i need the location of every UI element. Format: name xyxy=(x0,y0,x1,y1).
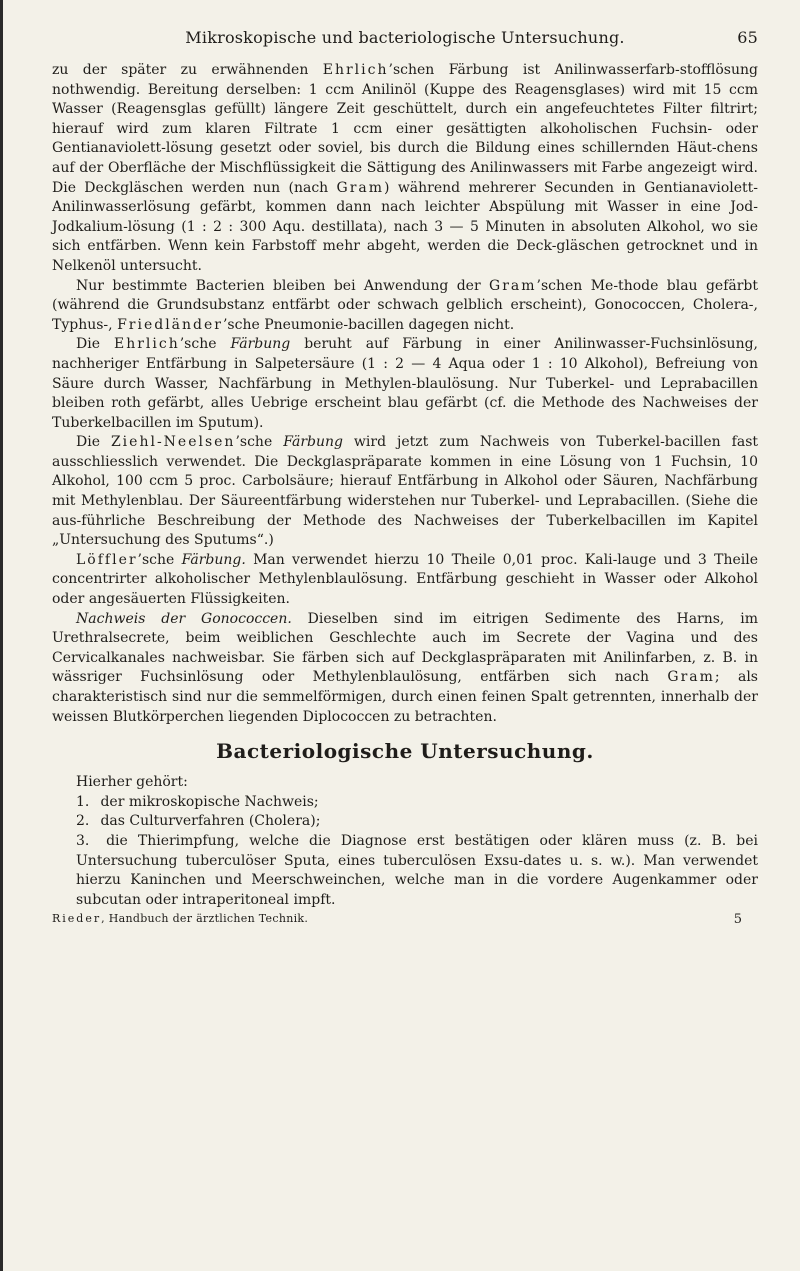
text-segment: beruht auf Färbung in einer Anilinwasser-Fuchsinlösung, nachheriger Entfärbung in Salpetersäure (1 : 2 — 4 Aqua oder 1 : 10 Alkohol), Befreiung von Säure durch Wasser, Nachfärbung in Methylen-blaulösung. Nur Tuberkel- und Leprabacillen bleiben roth gefärbt, alles Uebrige erscheint blau gefärbt (cf. die Methode des Nachweises der Tuberkelbacillen im Sputum). xyxy=(52,336,758,431)
running-title: Mikroskopische und bacteriologische Untersuchung. xyxy=(185,28,625,47)
text-segment: Dieselben sind im eitrigen Sedimente des Harns, im Urethralsecrete, beim weiblichen Geschlechte auch im Secrete der Vagina und des Cervicalkanales nachweisbar. Sie färben sich auf Deckglaspräparaten mit Anilinfarben, z. B. in wässriger Fuchsinlösung oder Methylenblaulösung, entfärben sich nach xyxy=(52,610,758,686)
paragraph-p2 xyxy=(52,277,758,336)
list-item xyxy=(52,793,758,813)
footer-author: Rieder xyxy=(52,912,102,926)
text-segment: Gram xyxy=(336,179,385,196)
text-segment: ’sche xyxy=(179,336,231,353)
page-footer xyxy=(52,912,758,927)
text-segment: Man verwendet hierzu 10 Theile 0,01 proc. Kali-lauge und 3 Theile concentrirter alkoholischer Methylenblaulösung. Entfärbung geschieht in Wasser oder Alkohol oder angesäuerten Flüssigkeiten. xyxy=(52,551,758,608)
text-segment: Färbung xyxy=(283,434,343,451)
text-segment: ’sche xyxy=(235,434,284,451)
signature-mark: 5 xyxy=(733,912,743,928)
page-number: 65 xyxy=(737,28,758,47)
text-segment: Löffler xyxy=(76,551,138,568)
footer-citation xyxy=(52,912,308,927)
text-segment: Ziehl-Neelsen xyxy=(110,434,236,451)
text-segment: zu der später zu erwähnenden xyxy=(52,62,323,78)
list-item-number: 2. xyxy=(76,813,90,830)
text-segment: Die xyxy=(76,336,114,353)
body-text xyxy=(52,61,758,727)
list-item-text: die Thierimpfung, welche die Diagnose erst bestätigen oder klären muss (z. B. bei Untersuchung tuberculöser Sputa, eines tuberculösen Exsu-dates u. s. w.). Man verwendet hierzu Kaninchen und Meerschweinchen, welche man in die vordere Augenkammer oder subcutan oder intraperitoneal impft. xyxy=(76,832,758,908)
text-segment: Nachweis der Gonococcen. xyxy=(76,610,292,627)
text-segment: ’schen Me-thode blau gefärbt (während die Grundsubstanz entfärbt oder schwach gelblich erscheint), Gonococcen, Cholera-, Typhus-, xyxy=(52,277,759,333)
running-head xyxy=(52,28,758,47)
text-segment: ; als charakteristisch sind nur die semmelförmigen, durch einen feinen Spalt getrennten, innerhalb der weissen Blutkörperchen liegenden Diplococcen zu betrachten. xyxy=(52,669,758,725)
section-list xyxy=(52,773,758,910)
list-item-number: 3. xyxy=(76,832,90,849)
paragraph-p3 xyxy=(52,335,758,433)
text-segment: Ehrlich xyxy=(322,62,389,78)
list-item-text: der mikroskopische Nachweis; xyxy=(100,793,319,810)
text-segment: ’sche xyxy=(137,551,182,568)
paragraph-p5 xyxy=(52,551,758,610)
paragraph-p4 xyxy=(52,433,758,551)
list-items xyxy=(52,793,758,911)
list-item xyxy=(52,832,758,910)
list-item xyxy=(52,812,758,832)
text-segment: Friedländer xyxy=(117,316,223,333)
text-segment: wird jetzt zum Nachweis von Tuberkel-bacillen fast ausschliesslich verwendet. Die Deckglaspräparate kommen in eine Lösung von 1 Fuchsin, 10 Alkohol, 100 ccm 5 proc. Carbolsäure; hierauf Entfärbung in Alkohol oder Säuren, Nachfärbung mit Methylenblau. Der Säureentfärbung widerstehen nur Tuberkel- und Leprabacillen. (Siehe die aus-führliche Beschreibung der Methode des Nachweises der Tuberkelbacillen im Kapitel „Untersuchung des Sputums“.) xyxy=(52,434,758,549)
book-page xyxy=(52,28,758,927)
text-segment: Färbung. xyxy=(181,551,246,568)
paragraph-p6 xyxy=(52,610,758,728)
text-segment: Gram xyxy=(489,277,537,294)
list-intro: Hierher gehört: xyxy=(76,774,188,791)
text-segment: ’sche Pneumonie-bacillen dagegen nicht. xyxy=(222,316,515,333)
footer-book: , Handbuch der ärztlichen Technik. xyxy=(101,912,309,926)
paragraph-p1 xyxy=(52,61,758,277)
text-segment: Ehrlich xyxy=(113,336,180,353)
text-segment: ) während mehrerer Secunden in Gentianaviolett-Anilinwasserlösung gefärbt, kommen dann nach leichter Abspülung mit Wasser in eine Jod-Jodkalium-lösung (1 : 2 : 300 Aqu. destillata), nach 3 — 5 Minuten in absoluten Alkohol, wo sie sich entfärben. Wenn kein Farbstoff mehr abgeht, werden die Deck-gläschen getrocknet und in Nelkenöl untersucht. xyxy=(52,179,758,274)
text-segment: Gram xyxy=(667,669,715,686)
text-segment: Die xyxy=(76,434,111,451)
text-segment: Nur bestimmte Bacterien bleiben bei Anwendung der xyxy=(76,277,490,294)
list-item-text: das Culturverfahren (Cholera); xyxy=(100,813,321,830)
text-segment: Färbung xyxy=(230,336,291,353)
page-left-edge xyxy=(0,0,3,1271)
section-title: Bacteriologische Untersuchung. xyxy=(216,739,594,764)
text-segment: ’schen Färbung ist Anilinwasserfarb-stofflösung nothwendig. Bereitung derselben: 1 ccm Anilinöl (Kuppe des Reagensglases) wird mit 15 ccm Wasser (Reagensglas gefüllt) längere Zeit geschüttelt, durch ein angefeuchtetes Filter filtrirt; hierauf wird zum klaren Filtrate 1 ccm einer gesättigten alkoholischen Fuchsin- oder Gentianaviolett-lösung gesetzt oder soviel, bis durch die Bildung eines schillernden Häut-chens auf der Oberfläche der Mischflüssigkeit die Sättigung des Anilinwassers mit Farbe angezeigt wird. Die Deckgläschen werden nun (nach xyxy=(52,62,758,196)
list-item-number: 1. xyxy=(76,793,90,810)
